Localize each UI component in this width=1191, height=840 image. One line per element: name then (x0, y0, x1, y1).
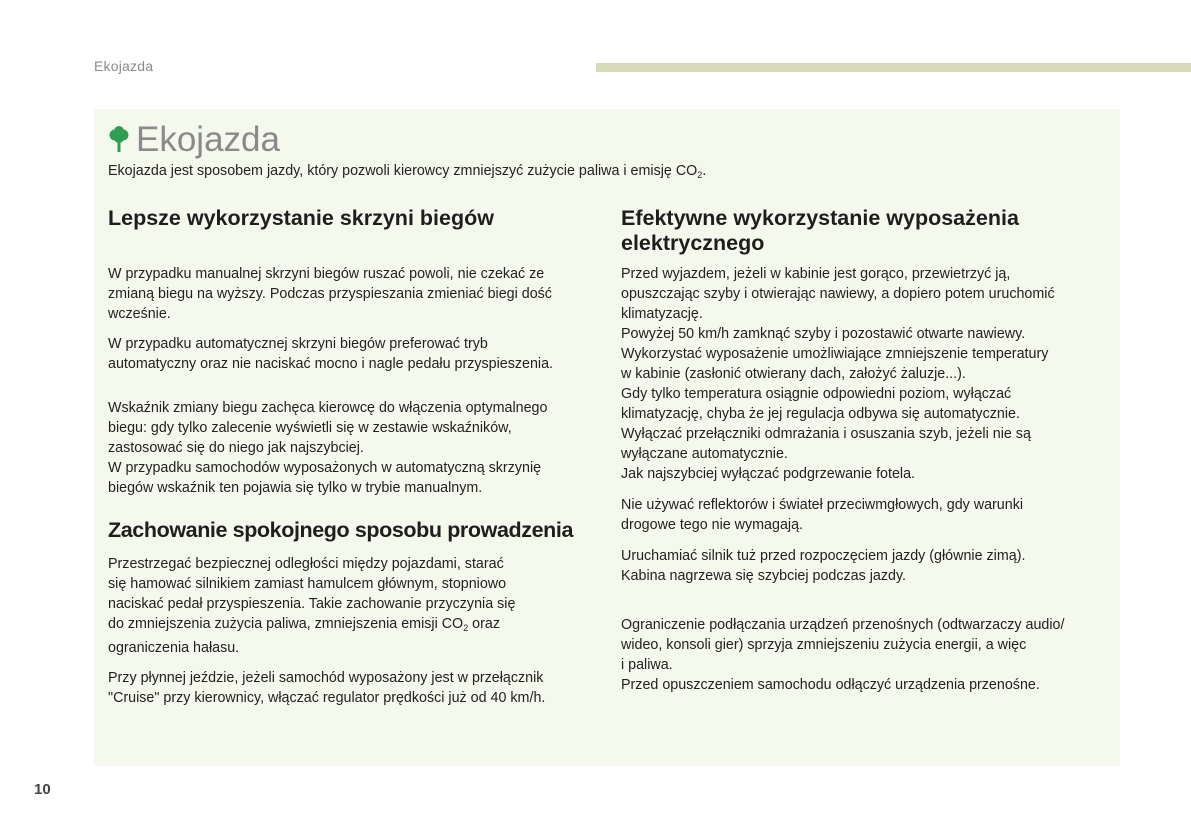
header-bar (596, 63, 1191, 72)
tree-icon (108, 126, 130, 154)
paragraph-cruise-control: Przy płynnej jeździe, jeżeli samochód wyposażony jest w przełącznik "Cruise" przy kierownicy, włączać regulator prędkości już od 40 km/h. (108, 670, 546, 706)
title-row (108, 120, 280, 160)
paragraph-portable-devices: Ograniczenie podłączania urządzeń przenośnych (odtwarzaczy audio/ wideo, konsoli gier) sprzyja zmniejszeniu zużycia energii, a więc i paliwa. Przed opuszczeniem samochodu odłączyć urządzenia przenośne. (621, 617, 1065, 693)
intro-text: Ekojazda jest sposobem jazdy, który pozwoli kierowcy zmniejszyć zużycie paliwa i emisję $CO_2$. (108, 163, 707, 180)
paragraph-automatic-gearbox: W przypadku automatycznej skrzyni biegów preferować tryb automatyczny oraz nie naciskać mocno i nagle pedału przyspieszenia. (108, 336, 554, 372)
heading-gearbox: Lepsze wykorzystanie skrzyni biegów (108, 206, 494, 230)
left-column (108, 206, 593, 708)
heading-calm-driving: Zachowanie spokojnego sposobu prowadzenia (108, 518, 574, 542)
paragraph-safe-distance: Przestrzegać bezpiecznej odległości między pojazdami, starać się hamować silnikiem zamiast hamulcem głównym, stopniowo naciskać pedał przyspieszenia. Takie zachowanie przyczynia się do zmniejszenia zużycia paliwa, zmniejszenia emisji $CO_2$ oraz ograniczenia hałasu. (108, 556, 516, 656)
running-header: Ekojazda (94, 58, 154, 74)
paragraph-fog-lights: Nie używać reflektorów i świateł przeciwmgłowych, gdy warunki drogowe tego nie wymagają. (621, 497, 1024, 533)
page-number: 10 (34, 781, 51, 798)
heading-electrical-equipment: Efektywne wykorzystanie wyposażenia elektrycznego (621, 206, 1019, 255)
page-title: Ekojazda (136, 120, 280, 159)
right-column (621, 206, 1106, 695)
paragraph-air-conditioning: Przed wyjazdem, jeżeli w kabinie jest gorąco, przewietrzyć ją, opuszczając szyby i otwierając nawiewy, a dopiero potem uruchomić klimatyzację. Powyżej 50 km/h zamknąć szyby i pozostawić otwarte nawiewy. Wykorzystać wyposażenie umożliwiające zmniejszenie temperatury w kabinie (zasłonić otwierany dach, założyć żaluzje...). Gdy tylko temperatura osiągnie odpowiedni poziom, wyłączać klimatyzację, chyba że jej regulacja odbywa się automatycznie. Wyłączać przełączniki odmrażania i osuszania szyb, jeżeli nie są wyłączane automatycznie. Jak najszybciej wyłączać podgrzewanie fotela. (621, 266, 1055, 482)
paragraph-gear-indicator: Wskaźnik zmiany biegu zachęca kierowcę do włączenia optymalnego biegu: gdy tylko zalecenie wyświetli się w zestawie wskaźników, zastosować się do niego jak najszybciej. W przypadku samochodów wyposażonych w automatyczną skrzynię biegów wskaźnik ten pojawia się tylko w trybie manualnym. (108, 400, 548, 496)
paragraph-manual-gearbox: W przypadku manualnej skrzyni biegów ruszać powoli, nie czekać ze zmianą biegu na wyższy. Podczas przyspieszania zmieniać biegi dość wcześnie. (108, 266, 552, 322)
paragraph-engine-start: Uruchamiać silnik tuż przed rozpoczęciem jazdy (głównie zimą). Kabina nagrzewa się szybciej podczas jazdy. (621, 548, 1026, 584)
